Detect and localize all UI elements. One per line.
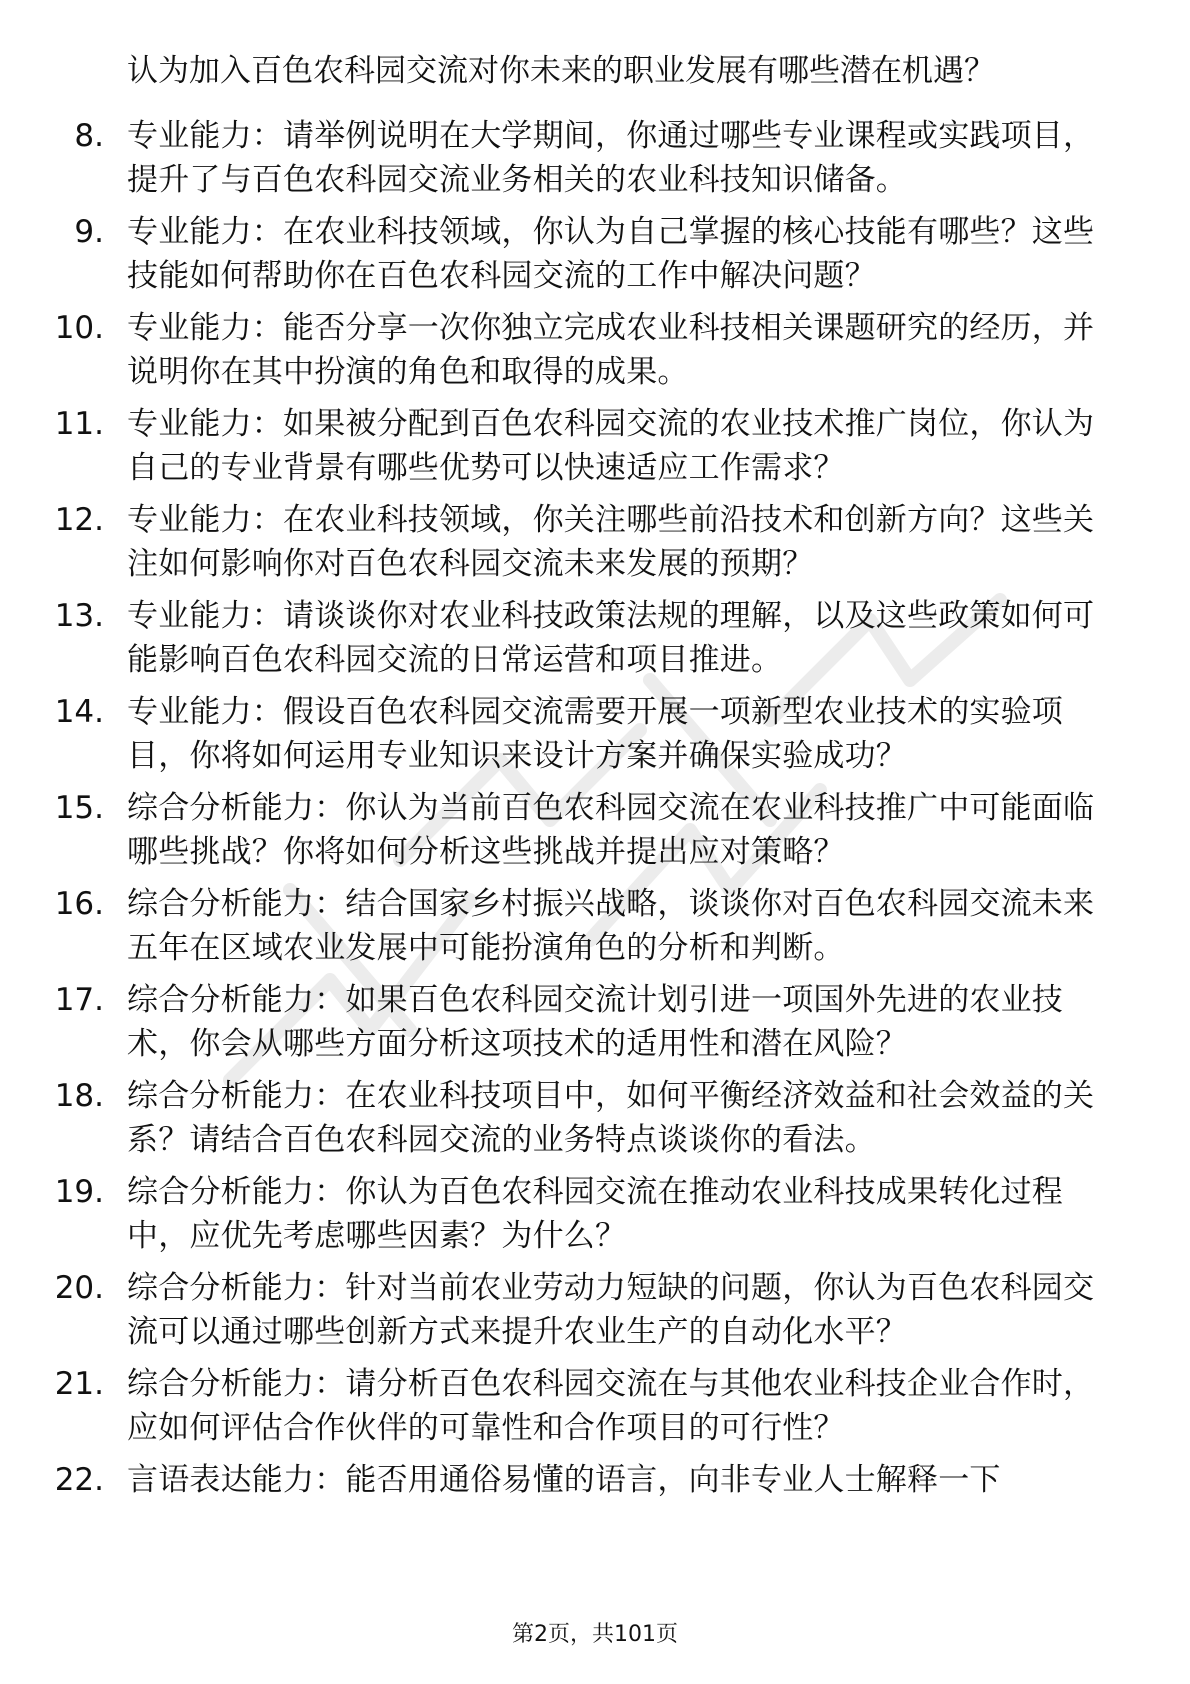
question-number: 12. xyxy=(54,502,104,538)
question-number: 8. xyxy=(74,118,104,154)
question-number: 22. xyxy=(54,1462,104,1498)
question-number: 10. xyxy=(54,310,104,346)
question-number: 17. xyxy=(54,982,104,1018)
question-text: 专业能力：请谈谈你对农业科技政策法规的理解，以及这些政策如何可能影响百色农科园交流的日常运营和项目推进。 xyxy=(127,598,1095,678)
question-text: 综合分析能力：结合国家乡村振兴战略，谈谈你对百色农科园交流未来五年在区域农业发展中可能扮演角色的分析和判断。 xyxy=(127,886,1095,966)
list-item xyxy=(0,784,1190,880)
question-number: 13. xyxy=(54,598,104,634)
list-item xyxy=(0,688,1190,784)
question-number: 9. xyxy=(74,214,104,250)
question-text: 专业能力：在农业科技领域，你认为自己掌握的核心技能有哪些？这些技能如何帮助你在百色农科园交流的工作中解决问题？ xyxy=(127,214,1095,294)
page-footer: 第2页，共101页 xyxy=(512,1622,678,1647)
question-text: 专业能力：假设百色农科园交流需要开展一项新型农业技术的实验项目，你将如何运用专业知识来设计方案并确保实验成功？ xyxy=(127,694,1063,774)
question-text: 言语表达能力：能否用通俗易懂的语言，向非专业人士解释一下 xyxy=(127,1462,1001,1498)
list-item xyxy=(0,1456,1190,1552)
question-text: 专业能力：在农业科技领域，你关注哪些前沿技术和创新方向？这些关注如何影响你对百色农科园交流未来发展的预期？ xyxy=(127,502,1095,582)
question-number: 11. xyxy=(54,406,104,442)
question-number: 20. xyxy=(54,1270,104,1306)
question-number: 21. xyxy=(54,1366,104,1402)
continuation-text: 认为加入百色农科园交流对你未来的职业发展有哪些潜在机遇？ xyxy=(127,53,995,89)
question-list xyxy=(0,112,1190,1552)
question-number: 15. xyxy=(54,790,104,826)
list-item xyxy=(0,304,1190,400)
list-item xyxy=(0,1264,1190,1360)
question-number: 19. xyxy=(54,1174,104,1210)
question-number: 16. xyxy=(54,886,104,922)
list-item xyxy=(0,208,1190,304)
question-text: 专业能力：能否分享一次你独立完成农业科技相关课题研究的经历，并说明你在其中扮演的角色和取得的成果。 xyxy=(127,310,1095,390)
list-item xyxy=(0,1072,1190,1168)
list-item xyxy=(0,1168,1190,1264)
question-text: 综合分析能力：针对当前农业劳动力短缺的问题，你认为百色农科园交流可以通过哪些创新方式来提升农业生产的自动化水平？ xyxy=(127,1270,1095,1350)
question-number: 14. xyxy=(54,694,104,730)
question-text: 综合分析能力：你认为当前百色农科园交流在农业科技推广中可能面临哪些挑战？你将如何分析这些挑战并提出应对策略？ xyxy=(127,790,1095,870)
list-item xyxy=(0,592,1190,688)
question-text: 专业能力：如果被分配到百色农科园交流的农业技术推广岗位，你认为自己的专业背景有哪些优势可以快速适应工作需求？ xyxy=(127,406,1095,486)
question-text: 专业能力：请举例说明在大学期间，你通过哪些专业课程或实践项目，提升了与百色农科园交流业务相关的农业科技知识储备。 xyxy=(127,118,1095,198)
list-item xyxy=(0,1360,1190,1456)
list-item xyxy=(0,496,1190,592)
list-item xyxy=(0,976,1190,1072)
list-item xyxy=(0,112,1190,208)
question-text: 综合分析能力：如果百色农科园交流计划引进一项国外先进的农业技术，你会从哪些方面分析这项技术的适用性和潜在风险？ xyxy=(127,982,1063,1062)
question-text: 综合分析能力：在农业科技项目中，如何平衡经济效益和社会效益的关系？请结合百色农科园交流的业务特点谈谈你的看法。 xyxy=(127,1078,1095,1158)
question-number: 18. xyxy=(54,1078,104,1114)
list-item xyxy=(0,880,1190,976)
list-item xyxy=(0,400,1190,496)
question-text: 综合分析能力：你认为百色农科园交流在推动农业科技成果转化过程中，应优先考虑哪些因素？为什么？ xyxy=(127,1174,1063,1254)
question-text: 综合分析能力：请分析百色农科园交流在与其他农业科技企业合作时，应如何评估合作伙伴的可靠性和合作项目的可行性？ xyxy=(127,1366,1095,1446)
